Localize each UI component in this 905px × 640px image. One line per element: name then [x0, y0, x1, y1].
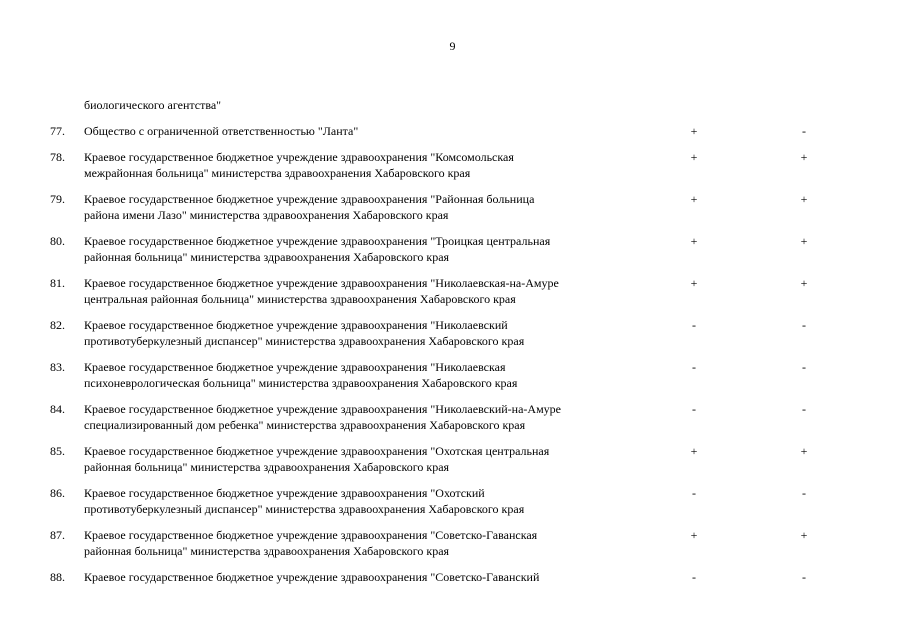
- organization-name-line2: специализированный дом ребенка" министерства здравоохранения Хабаровского края: [84, 418, 526, 432]
- organization-name: [84, 317, 644, 349]
- row-number: 86.: [50, 486, 65, 500]
- mark-column-b: -: [802, 318, 806, 332]
- organization-name-line1: Краевое государственное бюджетное учреждение здравоохранения "Советско-Гаванский: [84, 570, 540, 584]
- organization-name: [84, 401, 644, 433]
- mark-column-b: +: [800, 192, 808, 206]
- continuation-text: биологического агентства": [84, 98, 222, 112]
- table-row: [0, 569, 905, 595]
- mark-column-a: +: [690, 528, 698, 542]
- row-number: 77.: [50, 124, 65, 138]
- table-row: [0, 233, 905, 275]
- organization-name: [84, 527, 644, 559]
- mark-column-a: -: [692, 570, 696, 584]
- organization-name-line2: центральная районная больница" министерства здравоохранения Хабаровского края: [84, 292, 516, 306]
- mark-column-b: -: [802, 570, 806, 584]
- row-number: 83.: [50, 360, 65, 374]
- table-row: [0, 527, 905, 569]
- organization-name: [84, 359, 644, 391]
- row-number: 78.: [50, 150, 65, 164]
- organization-name-line2: противотуберкулезный диспансер" министерства здравоохранения Хабаровского края: [84, 334, 525, 348]
- organization-name-line1: Краевое государственное бюджетное учреждение здравоохранения "Комсомольская: [84, 150, 514, 164]
- organization-name-line1: Краевое государственное бюджетное учреждение здравоохранения "Охотская центральная: [84, 444, 550, 458]
- organization-name-line2: района имени Лазо" министерства здравоохранения Хабаровского края: [84, 208, 449, 222]
- row-number: 87.: [50, 528, 65, 542]
- organization-name: [84, 443, 644, 475]
- organization-name-line1: Краевое государственное бюджетное учреждение здравоохранения "Троицкая центральная: [84, 234, 551, 248]
- organization-name-line1: Краевое государственное бюджетное учреждение здравоохранения "Николаевская-на-Амуре: [84, 276, 559, 290]
- organization-name-line1: Краевое государственное бюджетное учреждение здравоохранения "Охотский: [84, 486, 485, 500]
- organization-name-line2: противотуберкулезный диспансер" министерства здравоохранения Хабаровского края: [84, 502, 525, 516]
- organization-name: [84, 123, 644, 139]
- mark-column-a: +: [690, 234, 698, 248]
- row-number: 81.: [50, 276, 65, 290]
- organization-name-line2: психоневрологическая больница" министерства здравоохранения Хабаровского края: [84, 376, 518, 390]
- mark-column-a: +: [690, 276, 698, 290]
- organization-name-line1: Общество с ограниченной ответственностью "Ланта": [84, 124, 359, 138]
- organization-name-line2: районная больница" министерства здравоохранения Хабаровского края: [84, 544, 450, 558]
- organization-name-line1: Краевое государственное бюджетное учреждение здравоохранения "Районная больница: [84, 192, 535, 206]
- table-row: [0, 485, 905, 527]
- organization-name-line1: Краевое государственное бюджетное учреждение здравоохранения "Николаевский: [84, 318, 508, 332]
- mark-column-a: +: [690, 444, 698, 458]
- mark-column-a: +: [690, 150, 698, 164]
- table-row: [0, 149, 905, 191]
- organization-name-line1: Краевое государственное бюджетное учреждение здравоохранения "Николаевский-на-Амуре: [84, 402, 561, 416]
- mark-column-a: +: [690, 192, 698, 206]
- organization-name: [84, 191, 644, 223]
- table-row: [0, 275, 905, 317]
- mark-column-b: +: [800, 528, 808, 542]
- mark-column-a: -: [692, 402, 696, 416]
- organization-name: [84, 233, 644, 265]
- mark-column-b: -: [802, 486, 806, 500]
- organization-name-line2: районная больница" министерства здравоохранения Хабаровского края: [84, 250, 450, 264]
- organization-name-line2: районная больница" министерства здравоохранения Хабаровского края: [84, 460, 450, 474]
- table-row: [0, 443, 905, 485]
- mark-column-a: +: [690, 124, 698, 138]
- table-row: [0, 401, 905, 443]
- mark-column-a: -: [692, 318, 696, 332]
- organization-name: [84, 485, 644, 517]
- row-number: 85.: [50, 444, 65, 458]
- table-row: [0, 359, 905, 401]
- mark-column-b: +: [800, 150, 808, 164]
- table-row: [0, 317, 905, 359]
- mark-column-a: -: [692, 360, 696, 374]
- organization-name-line2: межрайонная больница" министерства здравоохранения Хабаровского края: [84, 166, 471, 180]
- organization-name-line1: Краевое государственное бюджетное учреждение здравоохранения "Николаевская: [84, 360, 506, 374]
- table-row: [0, 123, 905, 149]
- organization-name: [84, 149, 644, 181]
- mark-column-a: -: [692, 486, 696, 500]
- organization-name: [84, 275, 644, 307]
- organization-name-line1: Краевое государственное бюджетное учреждение здравоохранения "Советско-Гаванская: [84, 528, 538, 542]
- row-number: 82.: [50, 318, 65, 332]
- table-body: [0, 123, 905, 595]
- page-number: 9: [449, 39, 456, 53]
- mark-column-b: +: [800, 444, 808, 458]
- row-number: 79.: [50, 192, 65, 206]
- table-row: [0, 191, 905, 233]
- row-number: 80.: [50, 234, 65, 248]
- mark-column-b: -: [802, 360, 806, 374]
- row-number: 84.: [50, 402, 65, 416]
- mark-column-b: -: [802, 402, 806, 416]
- mark-column-b: +: [800, 276, 808, 290]
- row-number: 88.: [50, 570, 65, 584]
- mark-column-b: +: [800, 234, 808, 248]
- organization-name: [84, 569, 644, 585]
- mark-column-b: -: [802, 124, 806, 138]
